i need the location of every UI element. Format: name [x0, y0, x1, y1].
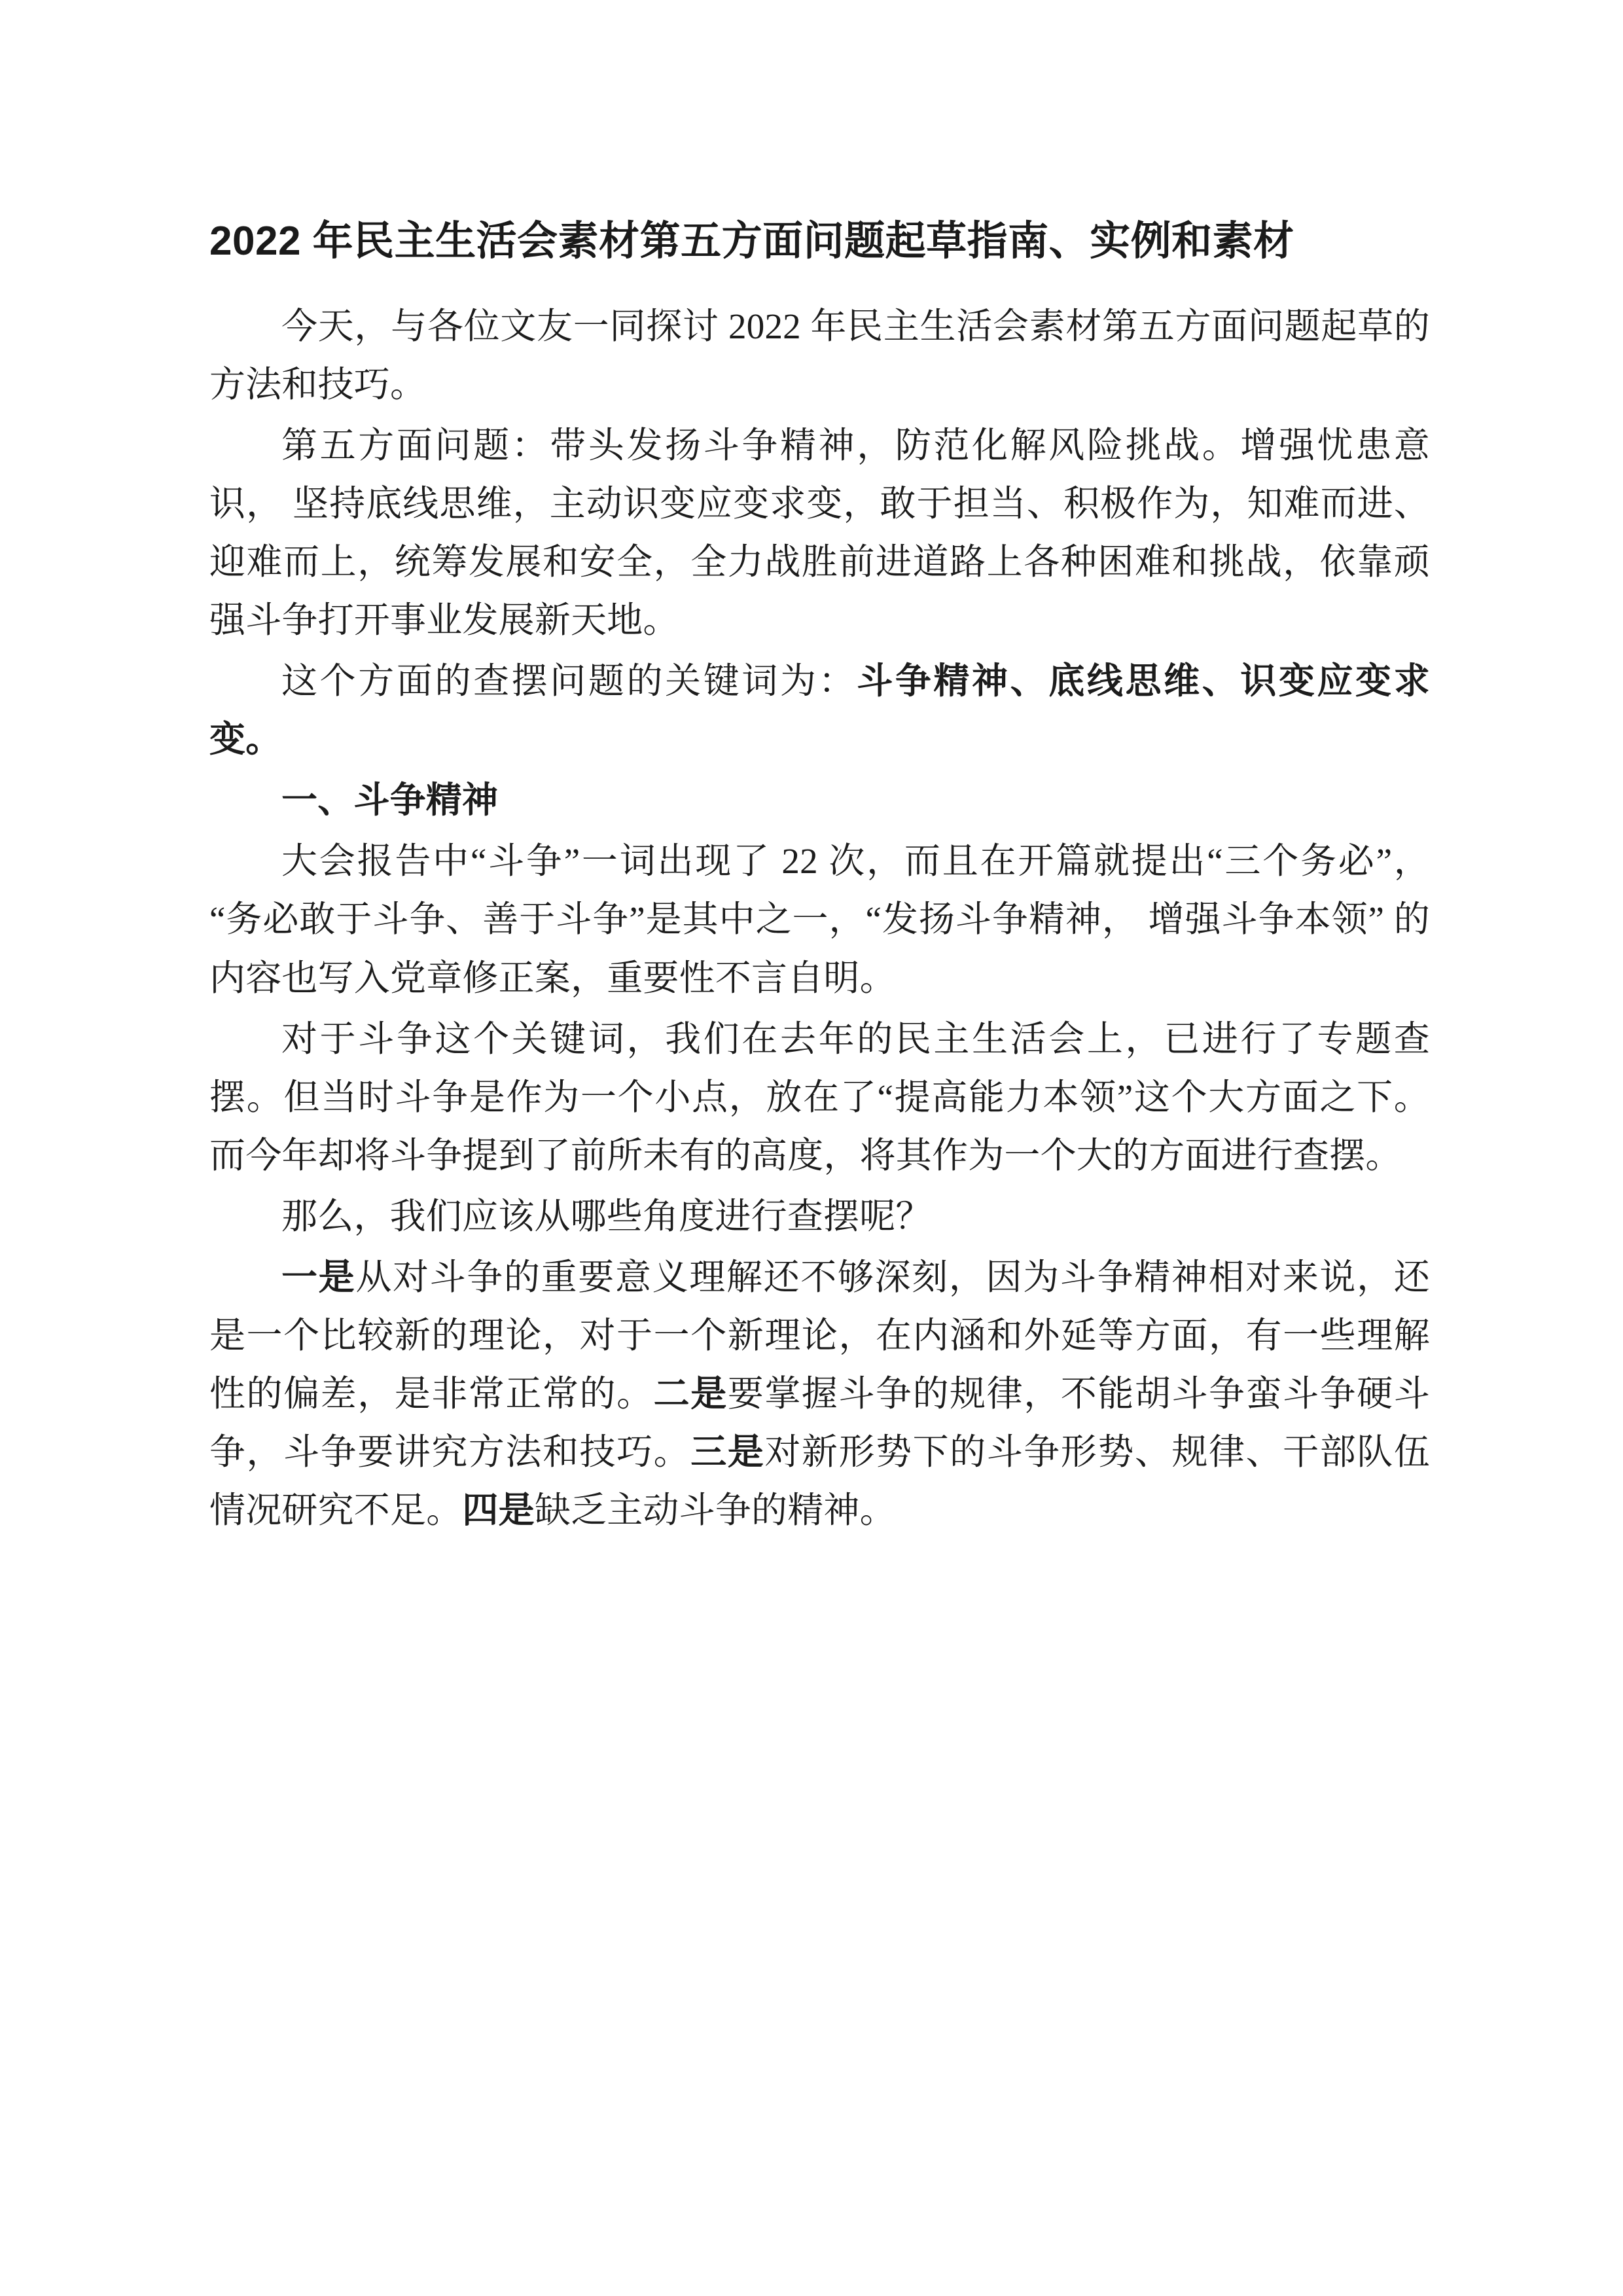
- emphasis-run: 一是: [281, 1257, 356, 1297]
- text-run: 第五方面问题：带头发扬斗争精神，防范化解风险挑战。增强忧患意识， 坚持底线思维，主动识变应变求变，敢于担当、积极作为，知难而进、迎难而上，统筹发展和安全，全力战胜前进道路上各种困难和挑战，依靠顽强斗争打开事业发展新天地。: [209, 425, 1430, 640]
- paragraph-intro: [209, 297, 1430, 414]
- emphasis-run: 二是: [653, 1374, 728, 1414]
- document-body: [209, 297, 1430, 1540]
- text-run: 今天，与各位文友一同探讨 2022 年民主生活会素材第五方面问题起草的方法和技巧。: [209, 306, 1430, 404]
- paragraph-fifth-aspect: [209, 416, 1430, 649]
- text-run: 缺乏主动斗争的精神。: [534, 1490, 896, 1531]
- text-run: 要掌握斗争的规律，不能胡斗争蛮斗争硬斗争，斗争要讲究方法和技巧。: [209, 1374, 1430, 1473]
- emphasis-run: 一、斗争精神: [281, 780, 499, 821]
- paragraph-enumerated-points: [209, 1248, 1430, 1539]
- heading-section-one: [209, 771, 1430, 829]
- emphasis-run: 斗争精神、底线思维、识变应变求变。: [209, 661, 1430, 760]
- text-run: 大会报告中“斗争”一词出现了 22 次，而且在开篇就提出“三个务必”， “务必敢于斗争、善于斗争”是其中之一，“发扬斗争精神， 增强斗争本领” 的内容也写入党章修正案，重要性不言自明。: [209, 841, 1430, 998]
- text-run: 对新形势下的斗争形势、规律、干部队伍情况研究不足。: [209, 1432, 1431, 1531]
- emphasis-run: 三是: [690, 1432, 765, 1473]
- page-title: 2022 年民主生活会素材第五方面问题起草指南、实例和素材: [209, 219, 1294, 264]
- text-run: 从对斗争的重要意义理解还不够深刻，因为斗争精神相对来说，还是一个比较新的理论，对于一个新理论，在内涵和外延等方面，有一些理解性的偏差，是非常正常的。: [209, 1257, 1430, 1414]
- paragraph-keywords: [209, 652, 1430, 768]
- text-run: 这个方面的查摆问题的关键词为：: [281, 661, 857, 702]
- text-run: 对于斗争这个关键词，我们在去年的民主生活会上，已进行了专题查摆。但当时斗争是作为一个小点，放在了“提高能力本领”这个大方面之下。而今年却将斗争提到了前所未有的高度，将其作为一个大的方面进行查摆。: [209, 1018, 1430, 1175]
- text-run: 那么，我们应该从哪些角度进行查摆呢？: [281, 1196, 932, 1236]
- paragraph-question: [209, 1187, 1430, 1246]
- emphasis-run: 四是: [462, 1490, 535, 1531]
- paragraph-last-year: [209, 1010, 1430, 1185]
- paragraph-report-count: [209, 832, 1430, 1007]
